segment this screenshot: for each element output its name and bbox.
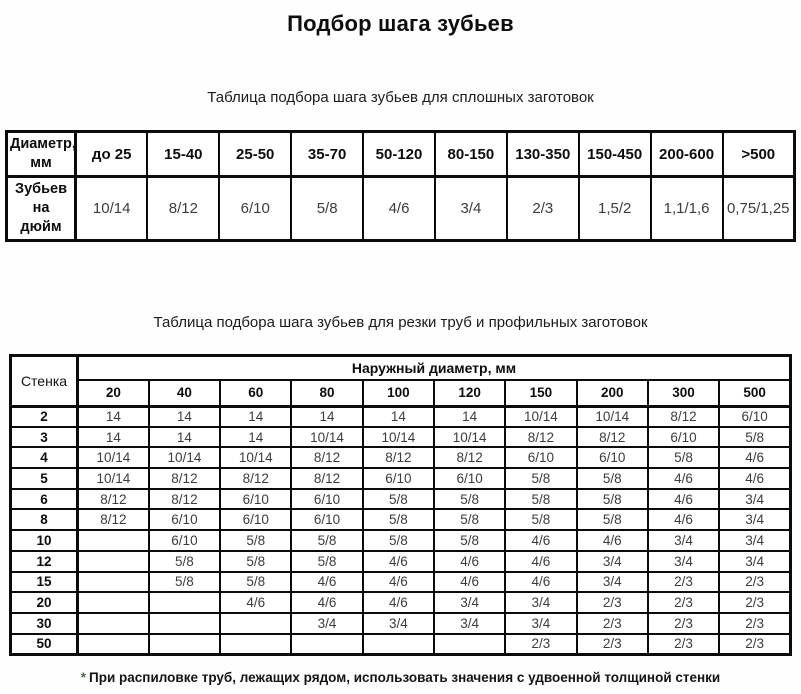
table2-value-cell: 3/4 bbox=[577, 551, 648, 572]
table1-value-cell: 1,1/1,6 bbox=[651, 177, 723, 241]
table2-value-cell: 5/8 bbox=[220, 572, 291, 593]
table2-value-cell: 5/8 bbox=[149, 572, 220, 593]
table2-value-cell: 14 bbox=[434, 406, 505, 427]
table2-value-cell: 10/14 bbox=[363, 427, 434, 448]
table2-value-cell: 6/10 bbox=[505, 447, 576, 468]
table2-value-cell bbox=[291, 634, 362, 655]
table2-row bbox=[11, 489, 791, 510]
table1-col-header: до 25 bbox=[76, 132, 148, 177]
table2-value-cell: 5/8 bbox=[363, 509, 434, 530]
table2-value-cell: 4/6 bbox=[719, 447, 790, 468]
table2-value-cell: 3/4 bbox=[719, 489, 790, 510]
table2-row bbox=[11, 509, 791, 530]
table2-value-cell: 6/10 bbox=[719, 406, 790, 427]
table2-col-header: 120 bbox=[434, 380, 505, 406]
table2-value-cell: 8/12 bbox=[505, 427, 576, 448]
table2-value-cell: 2/3 bbox=[648, 572, 719, 593]
table2-value-cell: 10/14 bbox=[220, 447, 291, 468]
table2-value-cell: 5/8 bbox=[220, 530, 291, 551]
table2-row bbox=[11, 634, 791, 655]
table2-value-cell: 14 bbox=[291, 406, 362, 427]
table2-value-cell: 2/3 bbox=[505, 634, 576, 655]
table2-value-cell: 3/4 bbox=[719, 530, 790, 551]
table1-value-cell: 0,75/1,25 bbox=[723, 177, 795, 241]
table1-value-cell: 6/10 bbox=[219, 177, 291, 241]
table2-value-cell bbox=[220, 634, 291, 655]
table2-row bbox=[11, 592, 791, 613]
table2-value-cell: 3/4 bbox=[577, 572, 648, 593]
table2-value-cell: 8/12 bbox=[291, 447, 362, 468]
table1-caption: Таблица подбора шага зубьев для сплошных заготовок bbox=[207, 89, 594, 106]
table2-value-cell: 4/6 bbox=[719, 468, 790, 489]
table2-value-cell: 3/4 bbox=[363, 613, 434, 634]
table2-row bbox=[11, 427, 791, 448]
table2-value-cell: 4/6 bbox=[648, 489, 719, 510]
table2-value-cell: 8/12 bbox=[149, 468, 220, 489]
table1-row-header-teeth: Зубьев на дюйм bbox=[7, 177, 76, 241]
table1-col-header: 15-40 bbox=[147, 132, 219, 177]
table2-value-cell: 3/4 bbox=[291, 613, 362, 634]
table2-row bbox=[11, 530, 791, 551]
footnote-asterisk: * bbox=[80, 669, 87, 685]
table2-value-cell: 4/6 bbox=[291, 572, 362, 593]
table2-value-cell: 5/8 bbox=[149, 551, 220, 572]
page-title: Подбор шага зубьев bbox=[287, 11, 514, 36]
table2-value-cell: 14 bbox=[220, 427, 291, 448]
table2-value-cell bbox=[78, 634, 149, 655]
table2-value-cell: 5/8 bbox=[505, 509, 576, 530]
table2-value-cell bbox=[78, 551, 149, 572]
table2-value-cell: 4/6 bbox=[291, 592, 362, 613]
table2-value-cell bbox=[434, 634, 505, 655]
table2-col-header: 20 bbox=[78, 380, 149, 406]
table2-value-cell: 10/14 bbox=[577, 406, 648, 427]
table2-value-cell: 5/8 bbox=[505, 468, 576, 489]
table2-value-cell: 5/8 bbox=[434, 509, 505, 530]
table2-wall-header: 30 bbox=[11, 613, 78, 634]
table2-value-cell: 3/4 bbox=[434, 613, 505, 634]
table2-value-cell: 4/6 bbox=[220, 592, 291, 613]
table2-value-cell: 2/3 bbox=[648, 613, 719, 634]
table2-value-cell: 10/14 bbox=[434, 427, 505, 448]
table2-corner-header: Стенка bbox=[11, 355, 78, 406]
table1-row-header-diameter: Диаметр, мм bbox=[7, 132, 76, 177]
table2-value-cell: 2/3 bbox=[719, 613, 790, 634]
table2-value-cell: 8/12 bbox=[291, 468, 362, 489]
footnote-text: При распиловке труб, лежащих рядом, использовать значения с удвоенной толщиной стенки bbox=[89, 669, 721, 685]
table2-value-cell bbox=[78, 572, 149, 593]
table2-value-cell: 4/6 bbox=[434, 572, 505, 593]
table2-value-cell: 10/14 bbox=[149, 447, 220, 468]
table2-value-cell: 6/10 bbox=[434, 468, 505, 489]
table1-value-cell: 10/14 bbox=[76, 177, 148, 241]
table2-value-cell: 4/6 bbox=[577, 530, 648, 551]
table2-caption: Таблица подбора шага зубьев для резки труб и профильных заготовок bbox=[153, 313, 648, 331]
table2-col-header: 80 bbox=[291, 380, 362, 406]
table2-value-cell: 6/10 bbox=[220, 489, 291, 510]
table2-row bbox=[11, 572, 791, 593]
table2-value-cell: 4/6 bbox=[363, 551, 434, 572]
table2-wall-header: 5 bbox=[11, 468, 78, 489]
table2-value-cell: 2/3 bbox=[719, 572, 790, 593]
table2-value-cell: 14 bbox=[149, 406, 220, 427]
footnote bbox=[0, 670, 801, 685]
table2-value-cell: 5/8 bbox=[577, 509, 648, 530]
table2-value-cell bbox=[220, 613, 291, 634]
table2-value-cell bbox=[149, 613, 220, 634]
table2-value-cell: 2/3 bbox=[648, 634, 719, 655]
table2-value-cell: 6/10 bbox=[220, 509, 291, 530]
table2-group-header: Наружный диаметр, мм bbox=[78, 355, 791, 380]
table2-wall-header: 15 bbox=[11, 572, 78, 593]
table1-col-header: 150-450 bbox=[579, 132, 651, 177]
table2-value-cell: 14 bbox=[78, 427, 149, 448]
table1-col-header: 50-120 bbox=[363, 132, 435, 177]
table2-row bbox=[11, 447, 791, 468]
table2-value-cell: 6/10 bbox=[149, 530, 220, 551]
table2-value-cell: 5/8 bbox=[577, 489, 648, 510]
table2-wall-header: 10 bbox=[11, 530, 78, 551]
pipe-profile-table bbox=[9, 354, 792, 656]
table2-value-cell: 5/8 bbox=[363, 489, 434, 510]
table2-value-cell: 4/6 bbox=[648, 509, 719, 530]
table2-wall-header: 50 bbox=[11, 634, 78, 655]
table2-value-cell: 14 bbox=[220, 406, 291, 427]
table2-value-cell: 14 bbox=[149, 427, 220, 448]
table2-value-cell: 2/3 bbox=[648, 592, 719, 613]
table1-value-cell: 5/8 bbox=[291, 177, 363, 241]
table2-value-cell: 3/4 bbox=[434, 592, 505, 613]
table1-col-header: 80-150 bbox=[435, 132, 507, 177]
table2-row bbox=[11, 406, 791, 427]
table2-value-cell: 5/8 bbox=[220, 551, 291, 572]
table2-value-cell bbox=[78, 592, 149, 613]
table2-value-cell: 4/6 bbox=[434, 551, 505, 572]
table1-col-header: 25-50 bbox=[219, 132, 291, 177]
table2-value-cell: 3/4 bbox=[505, 613, 576, 634]
table2-value-cell: 3/4 bbox=[719, 551, 790, 572]
table2-value-cell: 4/6 bbox=[505, 572, 576, 593]
table2-value-cell: 2/3 bbox=[719, 592, 790, 613]
table2-wall-header: 2 bbox=[11, 406, 78, 427]
table2-value-cell: 6/10 bbox=[149, 509, 220, 530]
table1-value-cell: 4/6 bbox=[363, 177, 435, 241]
table2-value-cell: 2/3 bbox=[577, 592, 648, 613]
table2-col-header: 300 bbox=[648, 380, 719, 406]
table2-value-cell: 10/14 bbox=[291, 427, 362, 448]
table2-value-cell: 6/10 bbox=[648, 427, 719, 448]
table2-col-header: 60 bbox=[220, 380, 291, 406]
table2-value-cell: 5/8 bbox=[434, 489, 505, 510]
solid-workpiece-table bbox=[5, 130, 796, 242]
table2-wall-header: 20 bbox=[11, 592, 78, 613]
table2-wall-header: 4 bbox=[11, 447, 78, 468]
table2-value-cell bbox=[149, 634, 220, 655]
table2-col-header: 200 bbox=[577, 380, 648, 406]
table2-value-cell: 2/3 bbox=[577, 634, 648, 655]
table2-value-cell: 8/12 bbox=[149, 489, 220, 510]
table2-value-cell: 8/12 bbox=[78, 489, 149, 510]
table2-value-cell: 14 bbox=[78, 406, 149, 427]
table2-value-cell: 3/4 bbox=[505, 592, 576, 613]
table1-col-header: 130-350 bbox=[507, 132, 579, 177]
table2-value-cell: 8/12 bbox=[363, 447, 434, 468]
table2-value-cell: 10/14 bbox=[505, 406, 576, 427]
table2-col-header: 100 bbox=[363, 380, 434, 406]
table2-wall-header: 12 bbox=[11, 551, 78, 572]
table2-value-cell: 2/3 bbox=[719, 634, 790, 655]
table2-col-header: 500 bbox=[719, 380, 790, 406]
table2-value-cell: 5/8 bbox=[505, 489, 576, 510]
table2-col-header: 150 bbox=[505, 380, 576, 406]
table1-value-cell: 3/4 bbox=[435, 177, 507, 241]
table2-wall-header: 8 bbox=[11, 509, 78, 530]
table2-value-cell: 8/12 bbox=[434, 447, 505, 468]
table2-value-cell: 5/8 bbox=[577, 468, 648, 489]
table2-value-cell bbox=[78, 613, 149, 634]
table1-value-cell: 1,5/2 bbox=[579, 177, 651, 241]
table2-value-cell: 6/10 bbox=[363, 468, 434, 489]
table2-value-cell: 8/12 bbox=[577, 427, 648, 448]
table2-row bbox=[11, 613, 791, 634]
table2-value-cell: 3/4 bbox=[648, 551, 719, 572]
table2-value-cell: 5/8 bbox=[434, 530, 505, 551]
table1-value-cell: 8/12 bbox=[147, 177, 219, 241]
table2-col-header: 40 bbox=[149, 380, 220, 406]
table2-value-cell: 8/12 bbox=[220, 468, 291, 489]
table1-col-header: 200-600 bbox=[651, 132, 723, 177]
table2-value-cell: 4/6 bbox=[648, 468, 719, 489]
table2-value-cell: 8/12 bbox=[78, 509, 149, 530]
table2-value-cell: 6/10 bbox=[577, 447, 648, 468]
table2-value-cell: 10/14 bbox=[78, 447, 149, 468]
table2-value-cell bbox=[363, 634, 434, 655]
table2-row bbox=[11, 468, 791, 489]
table2-value-cell: 5/8 bbox=[363, 530, 434, 551]
table1-col-header: >500 bbox=[723, 132, 795, 177]
table1-col-header: 35-70 bbox=[291, 132, 363, 177]
table2-value-cell bbox=[149, 592, 220, 613]
table2-value-cell: 6/10 bbox=[291, 509, 362, 530]
table2-wall-header: 3 bbox=[11, 427, 78, 448]
table2-value-cell: 8/12 bbox=[648, 406, 719, 427]
table2-value-cell: 14 bbox=[363, 406, 434, 427]
table2-value-cell: 4/6 bbox=[505, 530, 576, 551]
table2-value-cell: 2/3 bbox=[577, 613, 648, 634]
table2-value-cell: 4/6 bbox=[505, 551, 576, 572]
table2-value-cell bbox=[78, 530, 149, 551]
table2-value-cell: 3/4 bbox=[648, 530, 719, 551]
table2-value-cell: 3/4 bbox=[719, 509, 790, 530]
table1-value-cell: 2/3 bbox=[507, 177, 579, 241]
table2-value-cell: 5/8 bbox=[291, 530, 362, 551]
table2-value-cell: 5/8 bbox=[291, 551, 362, 572]
table2-value-cell: 4/6 bbox=[363, 572, 434, 593]
table2-wall-header: 6 bbox=[11, 489, 78, 510]
table2-value-cell: 5/8 bbox=[719, 427, 790, 448]
table2-value-cell: 10/14 bbox=[78, 468, 149, 489]
table2-row bbox=[11, 551, 791, 572]
table2-value-cell: 4/6 bbox=[363, 592, 434, 613]
table2-value-cell: 5/8 bbox=[648, 447, 719, 468]
table2-value-cell: 6/10 bbox=[291, 489, 362, 510]
